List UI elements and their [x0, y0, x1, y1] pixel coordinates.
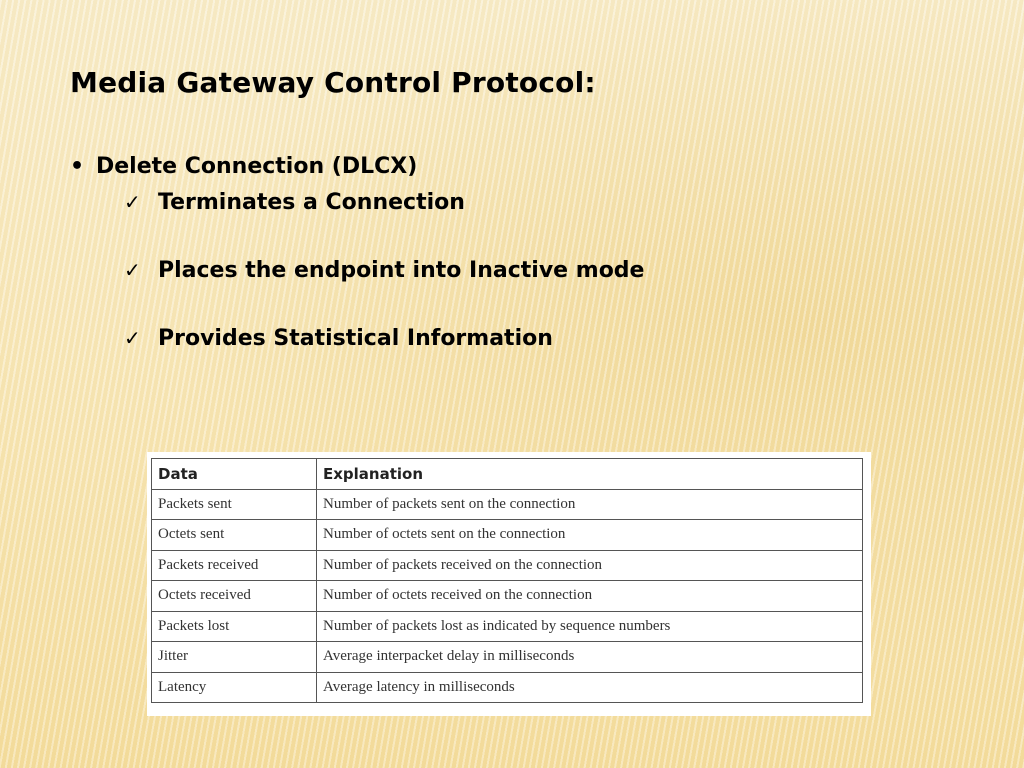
table-row	[152, 520, 863, 551]
table-cell-explanation: Number of packets received on the connection	[317, 550, 863, 581]
table-row	[152, 489, 863, 520]
bullet-dot-icon: •	[70, 154, 85, 179]
statistics-table	[151, 458, 863, 703]
table-cell-data: Octets sent	[152, 520, 317, 551]
table-row	[152, 581, 863, 612]
checkmark-icon: ✓	[124, 326, 141, 350]
checkmark-icon: ✓	[124, 190, 141, 214]
slide-title: Media Gateway Control Protocol:	[70, 66, 596, 99]
header-explanation: Explanation	[317, 459, 863, 490]
checkmark-icon: ✓	[124, 258, 141, 282]
table-row	[152, 672, 863, 703]
table-cell-explanation: Number of packets sent on the connection	[317, 489, 863, 520]
table-cell-explanation: Number of octets sent on the connection	[317, 520, 863, 551]
statistics-table-panel	[147, 452, 871, 716]
table-row	[152, 642, 863, 673]
check-item-2	[124, 258, 644, 283]
table-row	[152, 550, 863, 581]
table-header-row	[152, 459, 863, 490]
check-text: Provides Statistical Information	[158, 326, 553, 351]
table-cell-data: Packets sent	[152, 489, 317, 520]
table-cell-explanation: Average interpacket delay in milliseconds	[317, 642, 863, 673]
bullet-item	[70, 154, 417, 179]
check-text: Places the endpoint into Inactive mode	[158, 258, 645, 283]
table-cell-data: Packets received	[152, 550, 317, 581]
table-cell-data: Packets lost	[152, 611, 317, 642]
table-cell-explanation: Number of packets lost as indicated by sequence numbers	[317, 611, 863, 642]
check-item-1	[124, 190, 465, 215]
check-text: Terminates a Connection	[158, 190, 465, 215]
bullet-text: Delete Connection (DLCX)	[96, 154, 418, 179]
table-row	[152, 611, 863, 642]
table-cell-explanation: Number of octets received on the connection	[317, 581, 863, 612]
check-item-3	[124, 326, 553, 351]
table-cell-data: Latency	[152, 672, 317, 703]
table-cell-data: Jitter	[152, 642, 317, 673]
table-cell-data: Octets received	[152, 581, 317, 612]
table-cell-explanation: Average latency in milliseconds	[317, 672, 863, 703]
header-data: Data	[152, 459, 317, 490]
